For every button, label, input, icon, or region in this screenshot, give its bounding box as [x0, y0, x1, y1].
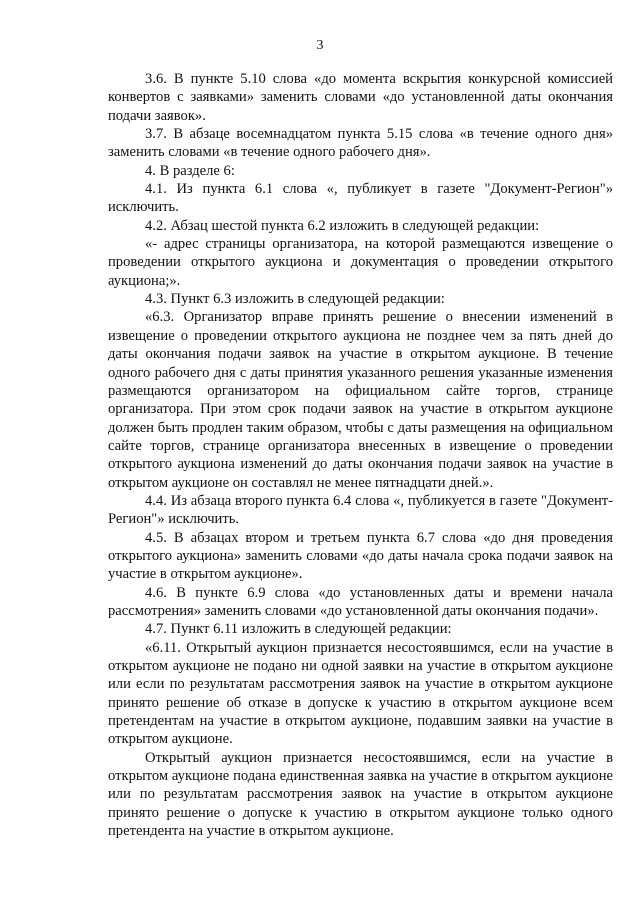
- paragraph-3-6: 3.6. В пункте 5.10 слова «до момента вскрытия конкурсной комиссией конвертов с заявками» заменить словами «до установленной даты окончания подачи заявок».: [108, 71, 613, 124]
- paragraph-4-4: 4.4. Из абзаца второго пункта 6.4 слова «, публикуется в газете "Документ-Регион"» исключить.: [108, 492, 613, 528]
- paragraph-4-7: 4.7. Пункт 6.11 изложить в следующей редакции:: [145, 621, 452, 638]
- paragraph-4-7-quote-2: Открытый аукцион признается несостоявшимся, если на участие в открытом аукционе подана единственная заявка на участие в открытом аукционе или по результатам рассмотрения заявок на участие в открытом аукционе принято решение о допуске к участию в открытом аукционе только одного претендента на участие в открытом аукционе.: [108, 749, 613, 840]
- paragraph-4-1: 4.1. Из пункта 6.1 слова «, публикует в газете "Документ-Регион"» исключить.: [108, 181, 613, 216]
- paragraph-4-2: 4.2. Абзац шестой пункта 6.2 изложить в следующей редакции:: [145, 217, 540, 234]
- document-body: [108, 70, 613, 840]
- paragraph-4-5: 4.5. В абзацах втором и третьем пункта 6.7 слова «до дня проведения открытого аукциона» заменить словами «до даты начала срока подачи заявок на участие в открытом аукционе».: [108, 529, 613, 583]
- paragraph-4: 4. В разделе 6:: [145, 162, 235, 179]
- paragraph-4-3-quote: «6.3. Организатор вправе принять решение о внесении изменений в извещение о проведении открытого аукциона не позднее чем за пять дней до даты окончания подачи заявок на участие в открытом аукционе. В течение одного рабочего дня с даты принятия указанного решения указанные изменения размещаются организатором на официальном сайте торгов, странице организатора. При этом срок подачи заявок на участие в открытом аукционе должен быть продлен таким образом, чтобы с даты размещения на официальном сайте торгов, странице организатора внесенных в извещение о проведении открытого аукциона изменений до даты окончания подачи заявок на участие в открытом аукционе он составлял не менее пятнадцати дней.».: [108, 309, 613, 491]
- paragraph-4-7-quote-1: «6.11. Открытый аукцион признается несостоявшимся, если на участие в открытом аукционе не подано ни одной заявки на участие в открытом аукционе или если по результатам рассмотрения заявок на участие в открытом аукционе принято решение об отказе в допуске к участию в открытом аукционе всем претендентам на участие в открытом аукционе, подавшим заявки на участие в открытом аукционе.: [108, 639, 613, 748]
- paragraph-4-2-quote: «- адрес страницы организатора, на которой размещаются извещение о проведении открытого аукциона и документация о проведении открытого аукциона;».: [108, 236, 613, 289]
- paragraph-4-6: 4.6. В пункте 6.9 слова «до установленных даты и времени начала рассмотрения» заменить словами «до установленной даты окончания подачи».: [108, 584, 613, 619]
- page-number: 3: [316, 38, 324, 53]
- paragraph-4-3: 4.3. Пункт 6.3 изложить в следующей редакции:: [145, 291, 445, 308]
- paragraph-3-7: 3.7. В абзаце восемнадцатом пункта 5.15 слова «в течение одного дня» заменить словами «в течение одного рабочего дня».: [108, 126, 613, 161]
